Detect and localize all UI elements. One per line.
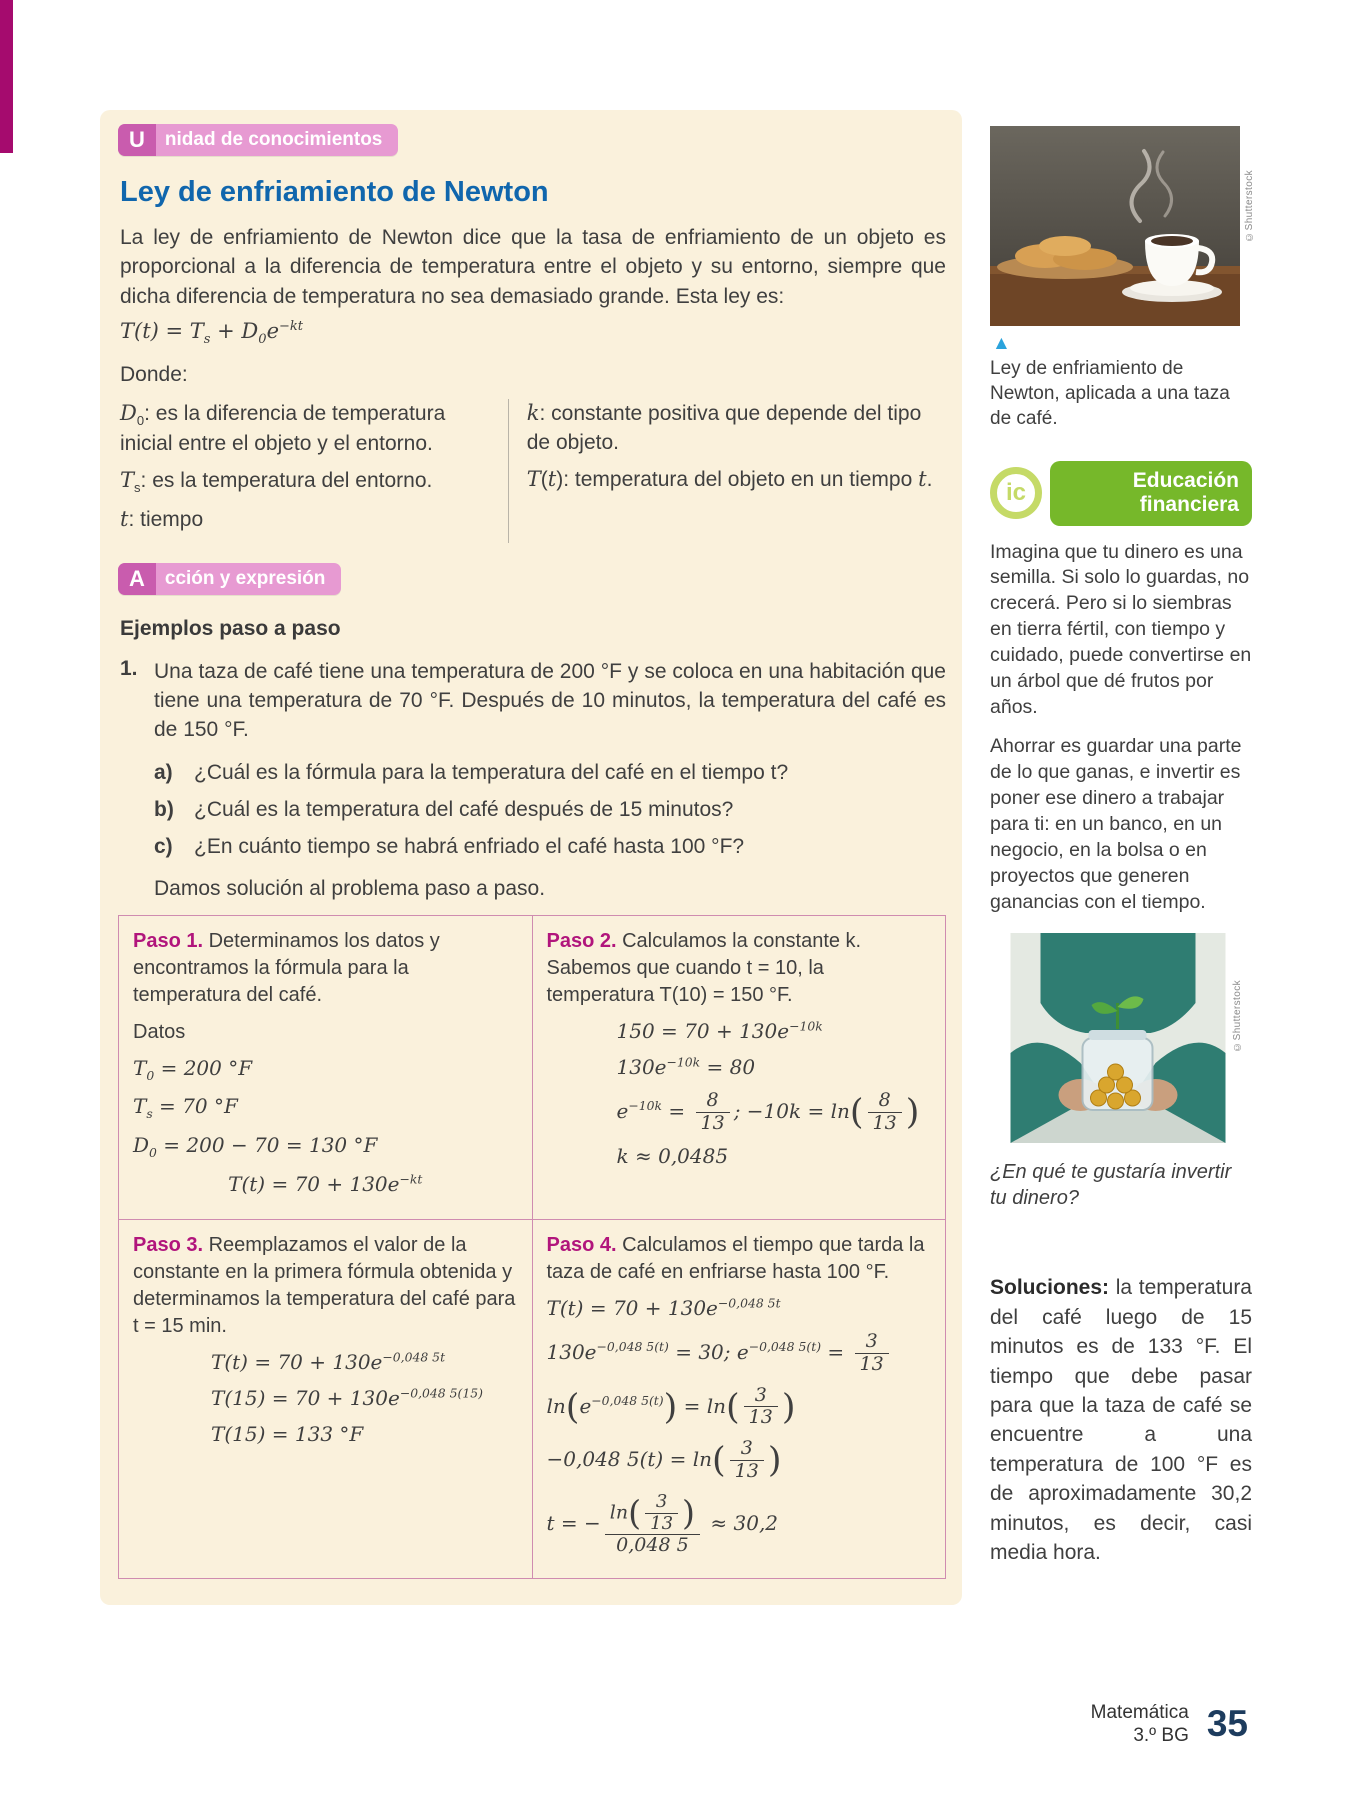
steps-table bbox=[118, 915, 946, 1580]
coffee-photo-illustration bbox=[990, 126, 1240, 326]
definition-t: t: tiempo bbox=[120, 507, 204, 532]
subitem-c-label: c) bbox=[154, 834, 173, 858]
intro-paragraph: La ley de enfriamiento de Newton dice que la tasa de enfriamiento de un objeto es proporcional a la diferencia de temperatura entre el objeto y su entorno, siempre que dicha diferencia de temperatura no sea demasiado grande. Esta ley es: bbox=[120, 226, 946, 308]
action-tag bbox=[118, 563, 341, 595]
step-1-label: Paso 1. bbox=[133, 929, 204, 952]
formula-model: $T(t) = 70 + 130e^{-kt}$ bbox=[228, 1171, 423, 1196]
educacion-financiera-logo-icon bbox=[990, 467, 1042, 519]
formula-p4-2: $130e^{-0,048 5(t)} = 30$; $e^{-0,048 5(t)}$ = $\frac{3}{13}$ bbox=[547, 1331, 932, 1376]
financial-paragraph-1: Imagina que tu dinero es una semilla. Si solo lo guardas, no crecerá. Pero si lo siembras en tierra fértil, con tiempo y cuidado, puede convertirse en un árbol que dé frutos por años. bbox=[990, 540, 1252, 719]
definition-d0: $D_0$: es la diferencia de temperatura inicial entre el objeto y el entorno. bbox=[120, 401, 446, 456]
solution-intro: Damos solución al problema paso a paso. bbox=[154, 876, 546, 900]
main-content-panel bbox=[100, 110, 962, 1605]
subitem-a-label: a) bbox=[154, 760, 173, 784]
money-photo-credit: ©Shutterstock bbox=[1232, 979, 1243, 1052]
formula-ts: $T_s = 70$ °F bbox=[133, 1094, 238, 1122]
solutions-paragraph bbox=[990, 1273, 1252, 1567]
step-3-text bbox=[133, 1232, 518, 1340]
badge-line-2: financiera bbox=[1139, 493, 1239, 517]
coffee-photo-credit: ©Shutterstock bbox=[1244, 170, 1255, 242]
definitions-right-column bbox=[509, 399, 946, 542]
formula-p4-4: −0,048 5(t) = ln( $\frac{3}{13}$ ) bbox=[546, 1437, 782, 1483]
educacion-financiera-header bbox=[990, 461, 1252, 525]
problem-number: 1. bbox=[120, 656, 138, 680]
step-1-cell bbox=[119, 915, 533, 1219]
formula-p4-1: $T(t) = 70 + 130e^{-0,048 5t}$ bbox=[546, 1295, 781, 1320]
formula-p4-3: $\ln(e^{-0,048 5(t)}) = \ln$( $\frac{3}{13}$ ) bbox=[546, 1383, 796, 1429]
educacion-financiera-badge bbox=[1050, 461, 1252, 525]
step-2-cell bbox=[532, 915, 946, 1219]
subitem-b-text: ¿Cuál es la temperatura del café después de 15 minutos? bbox=[194, 797, 734, 821]
subitem-c bbox=[154, 835, 946, 859]
problem-subitems bbox=[154, 761, 946, 859]
page-footer bbox=[1091, 1701, 1248, 1749]
investment-question: ¿En qué te gustaría invertir tu dinero? bbox=[990, 1161, 1232, 1210]
solutions-label: Soluciones: bbox=[990, 1276, 1110, 1300]
definitions-left-column bbox=[120, 399, 508, 542]
badge-line-1: Educación bbox=[1132, 469, 1239, 493]
page-title: Ley de enfriamiento de Newton bbox=[120, 176, 549, 208]
donde-label: Donde: bbox=[120, 363, 188, 387]
step-1-text bbox=[133, 928, 518, 1009]
formula-p3-1: $T(t) = 70 + 130e^{-0,048 5t}$ bbox=[211, 1349, 446, 1374]
formula-p2-2: $130e^{-10k} = 80$ bbox=[616, 1054, 756, 1079]
subitem-b bbox=[154, 798, 946, 822]
corner-accent-bar bbox=[0, 0, 13, 153]
problem-1 bbox=[120, 657, 946, 745]
unit-tag-label: nidad de conocimientos bbox=[164, 129, 383, 150]
coffee-photo bbox=[990, 126, 1255, 326]
step-3-cell bbox=[119, 1219, 533, 1578]
action-tag-label: cción y expresión bbox=[164, 567, 326, 589]
formula-p2-4: k ≈ 0,0485 bbox=[616, 1144, 729, 1169]
solutions-text: la temperatura del café luego de 15 minutos es de 133 °F. El tiempo que debe pasar para que la taza de café se encuentre a una temperatura de 100 °F es de aproximadamente 30,2 minutos, es decir, casi media hora. bbox=[990, 1276, 1252, 1564]
step-4-label: Paso 4. bbox=[546, 1233, 617, 1256]
step-2-description: Calculamos la constante k. Sabemos que cuando t = 10, la temperatura T(10) = 150 °F. bbox=[546, 929, 862, 1006]
subitem-b-label: b) bbox=[154, 797, 174, 821]
formula-p2-1: $150 = 70 + 130e^{-10k}$ bbox=[616, 1018, 823, 1043]
caption-arrow-icon: ▲ bbox=[992, 333, 1011, 354]
formula-p4-5: t = − ln( $\frac{3}{13}$ ) 0,048 5 ≈ 30,2 bbox=[546, 1490, 779, 1557]
subitem-a-text: ¿Cuál es la fórmula para la temperatura del café en el tiempo t? bbox=[194, 760, 789, 784]
unit-tag bbox=[118, 124, 398, 156]
step-4-cell bbox=[532, 1219, 946, 1578]
footer-grade: 3.º BG bbox=[1133, 1725, 1189, 1747]
money-jar-photo bbox=[1008, 933, 1243, 1143]
subitem-a bbox=[154, 761, 946, 785]
problem-statement: Una taza de café tiene una temperatura de 200 °F y se coloca en una habitación que tiene una temperatura de 70 °F. Después de 10 minutos, la temperatura del café es de 150 °F. bbox=[154, 659, 946, 742]
logo-letters: ic bbox=[1005, 479, 1026, 507]
page-number: 35 bbox=[1206, 1703, 1248, 1745]
formula-p3-3: T(15) = 133 °F bbox=[211, 1421, 364, 1446]
step-2-label: Paso 2. bbox=[546, 929, 617, 952]
money-jar-illustration bbox=[1008, 933, 1228, 1143]
definitions-section bbox=[120, 399, 946, 542]
unit-tag-initial: U bbox=[118, 124, 156, 156]
sidebar bbox=[990, 126, 1255, 1567]
definition-k: k: constante positiva que depende del tipo de objeto. bbox=[526, 401, 922, 454]
step-2-text bbox=[547, 928, 932, 1009]
footer-course bbox=[1091, 1701, 1189, 1749]
formula-d0: $D_0 = 200 - 70 = 130$ °F bbox=[133, 1133, 378, 1161]
datos-label: Datos bbox=[133, 1020, 186, 1043]
step-3-description: Reemplazamos el valor de la constante en la primera fórmula obtenida y determinamos la temperatura del café para t = 15 min. bbox=[133, 1233, 516, 1337]
definition-ts: $T_s$: es la temperatura del entorno. bbox=[120, 468, 433, 496]
step-1-description: Determinamos los datos y encontramos la fórmula para la temperatura del café. bbox=[133, 929, 440, 1006]
financial-paragraph-2: Ahorrar es guardar una parte de lo que ganas, e invertir es poner ese dinero a trabajar para ti: en un banco, en un negocio, en la bolsa o en proyectos que generen ganancias con el tiempo. bbox=[990, 734, 1242, 913]
examples-heading: Ejemplos paso a paso bbox=[120, 616, 341, 640]
coffee-caption: Ley de enfriamiento de Newton, aplicada a una taza de café. bbox=[990, 358, 1230, 430]
formula-t0: $T_0 = 200$ °F bbox=[133, 1055, 253, 1083]
footer-course-name: Matemática bbox=[1090, 1701, 1189, 1723]
formula-p2-3: $e^{-10k}$ = $\frac{8}{13}$ ; −10k = ln( $\frac{8}{13}$ ) bbox=[616, 1088, 920, 1134]
definition-Tt: T(t): temperatura del objeto en un tiempo t. bbox=[526, 467, 933, 492]
newton-law-formula: $T(t) = T_s + D_0e^{-kt}$ bbox=[120, 319, 304, 348]
action-tag-initial: A bbox=[118, 563, 156, 595]
step-3-label: Paso 3. bbox=[133, 1233, 204, 1256]
step-4-text bbox=[547, 1232, 932, 1286]
subitem-c-text: ¿En cuánto tiempo se habrá enfriado el café hasta 100 °F? bbox=[194, 834, 745, 858]
step-4-description: Calculamos el tiempo que tarda la taza de café en enfriarse hasta 100 °F. bbox=[546, 1233, 925, 1283]
formula-p3-2: $T(15) = 70 + 130e^{-0,048 5(15)}$ bbox=[211, 1385, 483, 1410]
